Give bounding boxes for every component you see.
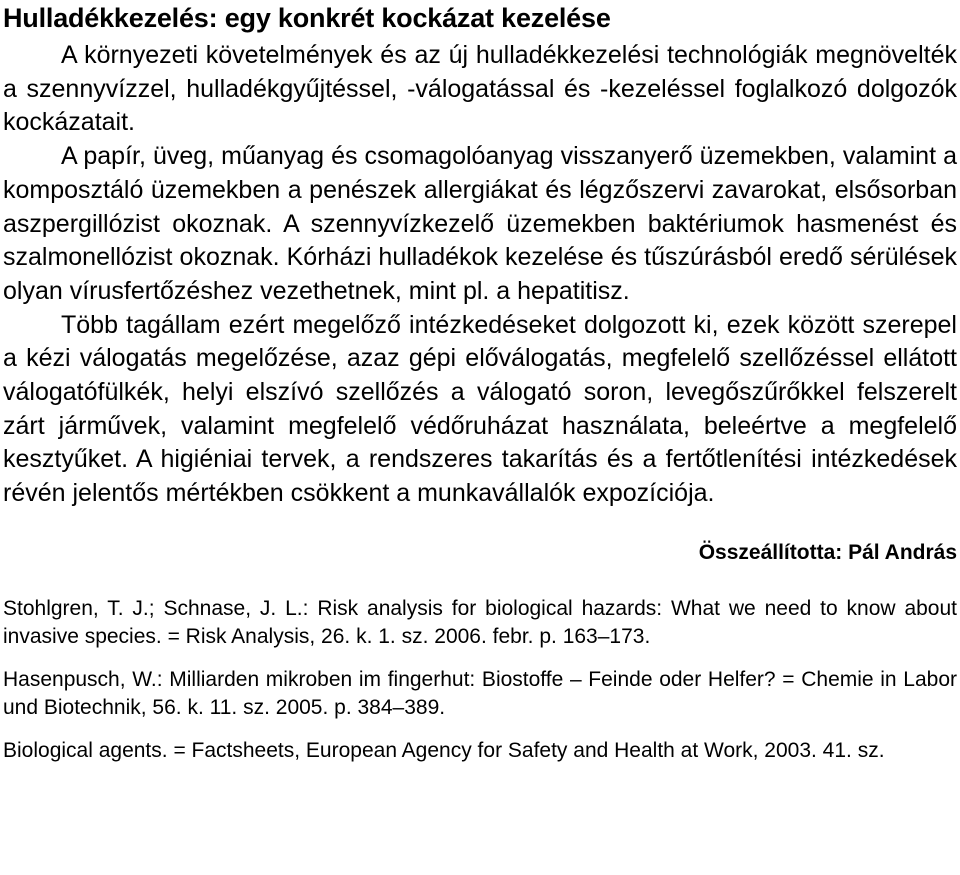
reference-item: Stohlgren, T. J.; Schnase, J. L.: Risk analysis for biological hazards: What we need to know about invasive species. = Risk Analysis, 26. k. 1. sz. 2006. febr. p. 163–173. xyxy=(3,596,957,648)
paragraph-hazards: A papír, üveg, műanyag és csomagolóanyag visszanyerő üzemekben, valamint a komposztáló üzemekben a penészek allergiákat és légzőszervi zavarokat, elsősorban aszpergillózist okoznak. A szennyvízkezelő üzemekben baktériumok hasmenést és szalmonellózist okoznak. Kórházi hulladékok kezelése és tűszúrásból eredő sérülések olyan vírusfertőzéshez vezethetnek, mint pl. a hepatitisz. xyxy=(3,142,957,305)
article-title: Hulladékkezelés: egy konkrét kockázat kezelése xyxy=(3,3,611,33)
reference-item: Hasenpusch, W.: Milliarden mikroben im fingerhut: Biostoffe – Feinde oder Helfer? = Chemie in Labor und Biotechnik, 56. k. 11. sz. 2005. p. 384–389. xyxy=(3,667,957,719)
reference-item: Biological agents. = Factsheets, European Agency for Safety and Health at Work, 2003. 41. sz. xyxy=(3,738,885,762)
paragraph-measures: Több tagállam ezért megelőző intézkedéseket dolgozott ki, ezek között szerepel a kézi válogatás megelőzése, azaz gépi előválogatás, megfelelő szellőzéssel ellátott válogatófülkék, helyi elszívó szellőzés a válogató soron, levegőszűrőkkel felszerelt zárt járművek, valamint megfelelő védőruházat használata, beleértve a megfelelő kesztyűket. A higiéniai tervek, a rendszeres takarítás és a fertőtlenítési intézkedések révén jelentős mértékben csökkent a munkavállalók expozíciója. xyxy=(3,310,957,508)
paragraph-intro: A környezeti követelmények és az új hulladékkezelési technológiák megnövelték a szennyvízzel, hulladékgyűjtéssel, -válogatással és -kezeléssel foglalkozó dolgozók kockázatait. xyxy=(3,41,957,137)
author-credit: Összeállította: Pál András xyxy=(698,540,957,564)
